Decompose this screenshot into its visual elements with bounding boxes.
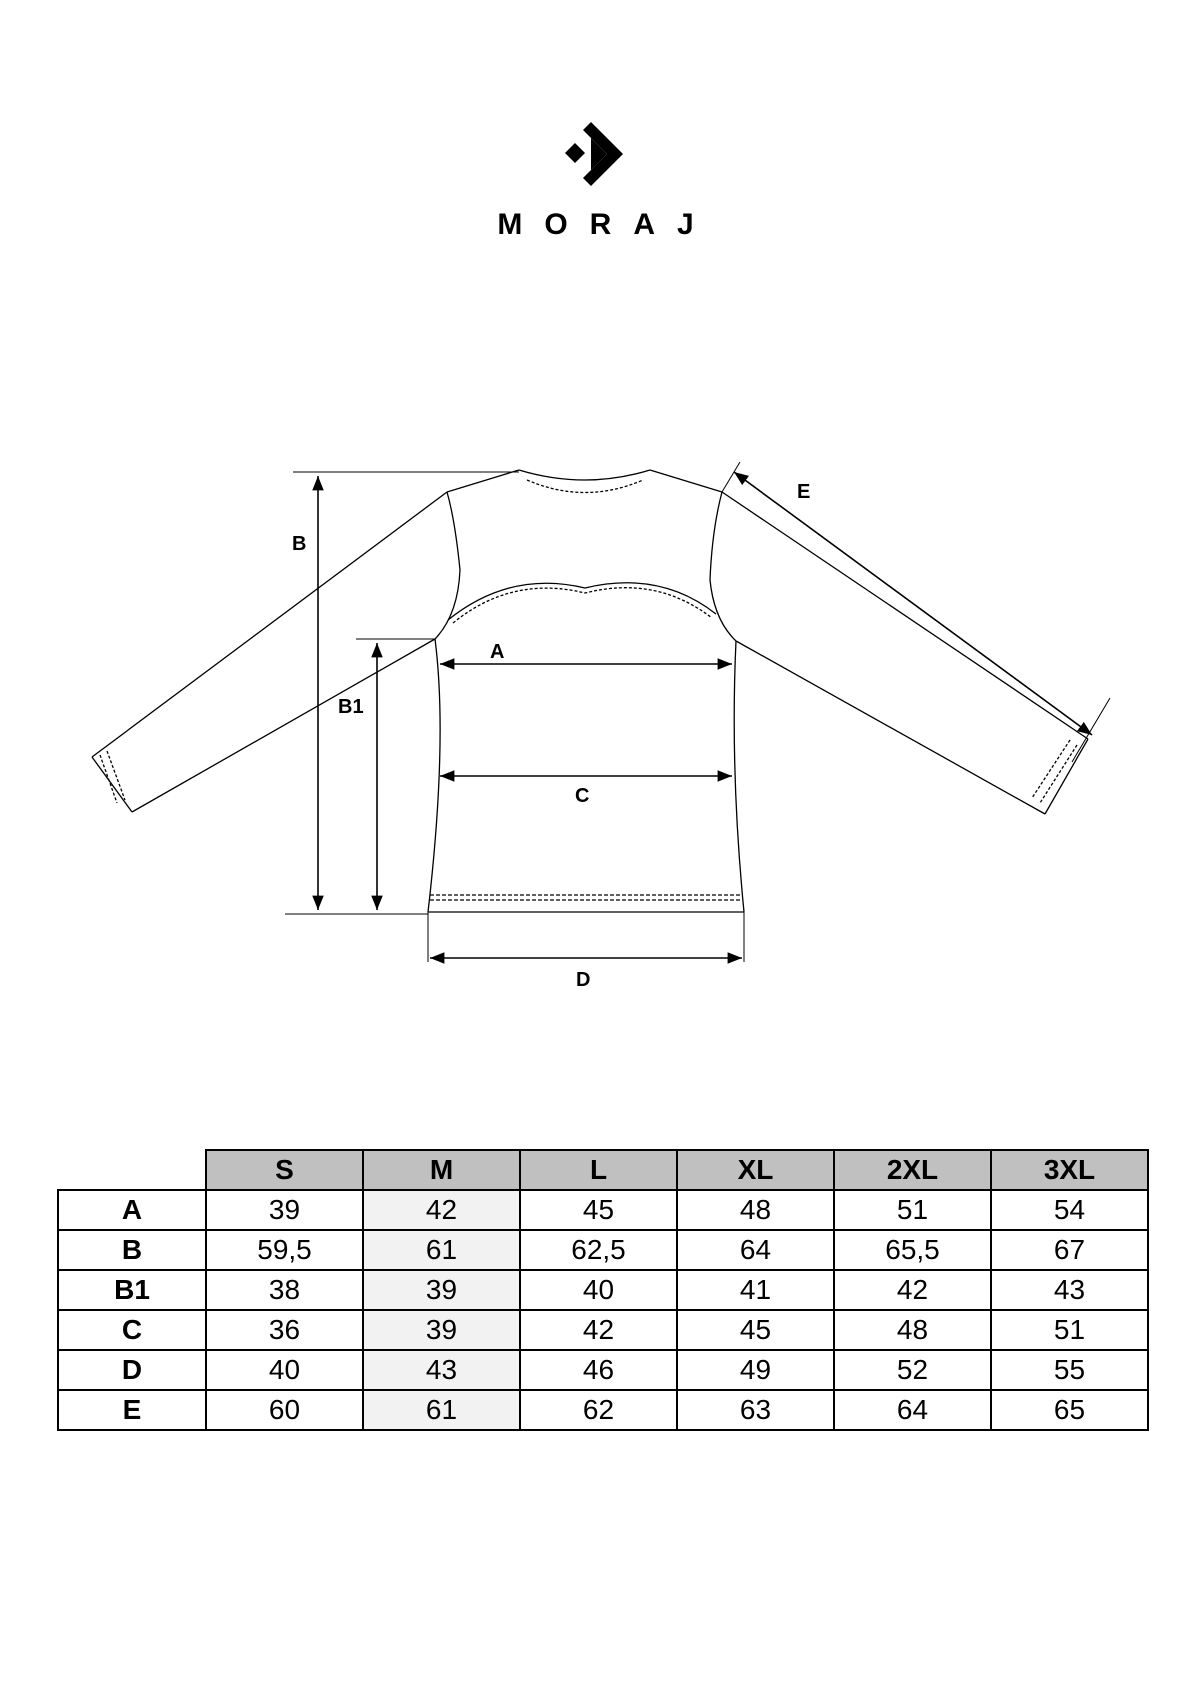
- neckline: [519, 470, 650, 480]
- left-sleeve-outer: [92, 492, 447, 757]
- row-label: E: [58, 1390, 206, 1430]
- left-side: [428, 639, 440, 912]
- table-cell: 38: [206, 1270, 363, 1310]
- right-shoulder: [650, 470, 722, 492]
- table-cell: 45: [520, 1190, 677, 1230]
- table-cell: 39: [363, 1270, 520, 1310]
- table-cell: 60: [206, 1390, 363, 1430]
- table-cell: 61: [363, 1230, 520, 1270]
- brand-logo: [0, 120, 1191, 242]
- label-b: B: [292, 533, 307, 555]
- table-cell: 40: [520, 1270, 677, 1310]
- table-cell: 48: [677, 1190, 834, 1230]
- table-cell: 49: [677, 1350, 834, 1390]
- label-d: D: [576, 969, 591, 991]
- table-cell: 55: [991, 1350, 1148, 1390]
- row-label: D: [58, 1350, 206, 1390]
- table-cell: 62,5: [520, 1230, 677, 1270]
- table-cell: 43: [363, 1350, 520, 1390]
- label-e: E: [797, 481, 811, 503]
- table-cell: 39: [363, 1310, 520, 1350]
- table-cell: 36: [206, 1310, 363, 1350]
- table-cell: 61: [363, 1390, 520, 1430]
- table-cell: 65: [991, 1390, 1148, 1430]
- table-cell: 43: [991, 1270, 1148, 1310]
- table-cell: 52: [834, 1350, 991, 1390]
- label-b1: B1: [338, 696, 364, 718]
- size-col-xl: XL: [677, 1150, 834, 1190]
- size-col-3xl: 3XL: [991, 1150, 1148, 1190]
- row-label: B1: [58, 1270, 206, 1310]
- brand-name: MORAJ: [497, 208, 716, 241]
- row-label: A: [58, 1190, 206, 1230]
- table-cell: 42: [520, 1310, 677, 1350]
- table-row: [58, 1390, 1148, 1430]
- table-row: [58, 1310, 1148, 1350]
- table-row: [58, 1350, 1148, 1390]
- table-cell: 45: [677, 1310, 834, 1350]
- table-corner: [58, 1150, 206, 1190]
- row-label: B: [58, 1230, 206, 1270]
- measure-e-arrow: [734, 472, 1092, 735]
- neck-stitch: [527, 480, 643, 493]
- size-col-m: M: [363, 1150, 520, 1190]
- table-row: [58, 1230, 1148, 1270]
- moraj-logo-icon: [561, 120, 631, 190]
- size-col-s: S: [206, 1150, 363, 1190]
- table-cell: 41: [677, 1270, 834, 1310]
- left-sleeve-inner: [132, 639, 435, 812]
- right-sleeve-outer: [722, 492, 1088, 739]
- left-armhole: [435, 492, 460, 639]
- size-table: [57, 1149, 1149, 1431]
- size-col-2xl: 2XL: [834, 1150, 991, 1190]
- table-row: [58, 1270, 1148, 1310]
- left-shoulder: [447, 470, 519, 492]
- table-cell: 64: [677, 1230, 834, 1270]
- table-cell: 62: [520, 1390, 677, 1430]
- table-cell: 63: [677, 1390, 834, 1430]
- label-a: A: [490, 641, 505, 663]
- table-cell: 59,5: [206, 1230, 363, 1270]
- table-cell: 39: [206, 1190, 363, 1230]
- right-armhole: [710, 492, 736, 641]
- table-row: [58, 1190, 1148, 1230]
- row-label: C: [58, 1310, 206, 1350]
- right-side: [734, 641, 744, 912]
- label-c: C: [575, 785, 590, 807]
- right-cuff: [1045, 739, 1088, 814]
- table-cell: 51: [834, 1190, 991, 1230]
- table-cell: 54: [991, 1190, 1148, 1230]
- table-cell: 65,5: [834, 1230, 991, 1270]
- table-cell: 42: [834, 1270, 991, 1310]
- table-cell: 40: [206, 1350, 363, 1390]
- table-cell: 48: [834, 1310, 991, 1350]
- table-cell: 42: [363, 1190, 520, 1230]
- size-header-row: [58, 1150, 1148, 1190]
- table-cell: 46: [520, 1350, 677, 1390]
- table-cell: 51: [991, 1310, 1148, 1350]
- size-col-l: L: [520, 1150, 677, 1190]
- table-cell: 67: [991, 1230, 1148, 1270]
- table-cell: 64: [834, 1390, 991, 1430]
- garment-diagram: [0, 440, 1191, 1000]
